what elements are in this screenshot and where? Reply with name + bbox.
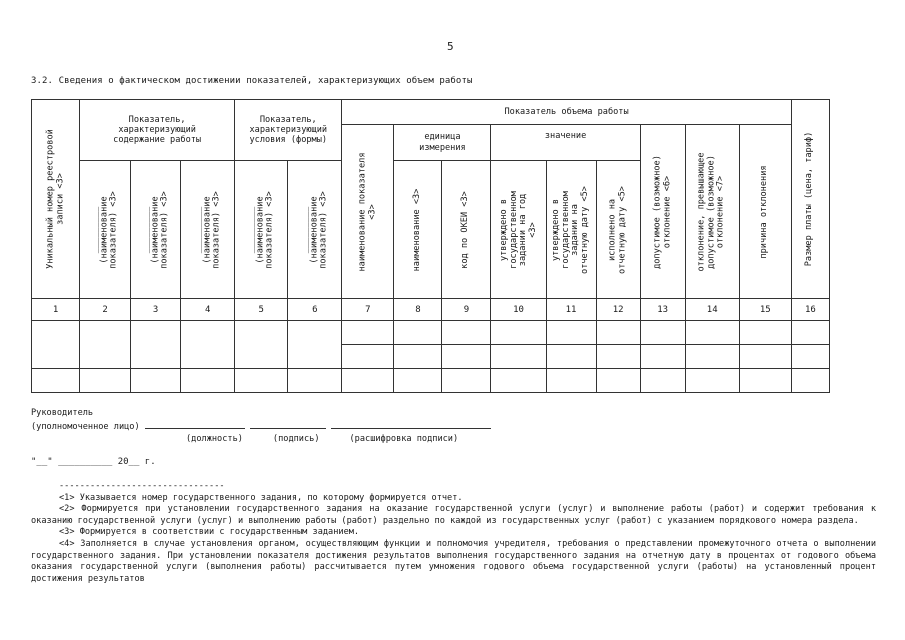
col-number: 10 [491,299,546,321]
table-cell[interactable] [342,344,394,368]
table-cell[interactable] [181,321,235,368]
footnotes [31,481,876,585]
header-unit-name-text: наименование <3> [412,188,423,272]
table-cell[interactable] [685,368,739,392]
table-cell[interactable] [235,321,288,368]
table-cell[interactable] [685,344,739,368]
table-cell[interactable] [32,368,80,392]
table-cell[interactable] [685,321,739,344]
table-cell[interactable] [235,368,288,392]
header-deviation-reason-text: причина отклонения [759,165,770,259]
table-cell[interactable] [131,368,181,392]
header-content-col-1 [80,161,131,299]
table-cell[interactable] [491,344,546,368]
col-number: 1 [32,299,80,321]
col-number: 15 [739,299,791,321]
table-cell[interactable] [596,321,640,344]
table-cell[interactable] [80,368,131,392]
position-caption: (должность) [186,434,243,444]
header-approved-year [491,161,546,299]
header-volume-group: Показатель объема работы [342,100,791,125]
table-row [32,321,830,344]
table-cell[interactable] [739,321,791,344]
header-indicator-name [342,125,394,299]
header-condition-col-2-text: _________ (наименование показателя) <3> [299,191,329,269]
footnote-4: <4> Заполняется в случае установления органом, осуществляющим функции и полномочия учредителя, требования о представлении промежуточного отчета о выполнении государственного задания. При установлении показателя достижения результатов выполнения государственного задания на отчетную дату в процентах от годового объема оказания государственной услуги (выполнения работы) рассчитывается путем умножения годового объема государственной услуги (работы) на установленный процент достижения результатов [31,538,876,584]
footnote-2: <2> Формируется при установлении государственного задания на оказание государственной услуги (услуг) и выполнение работы (работ) и содержит требования к оказанию государственной услуги (услуг) и выполнению работы (работ) раздельно по каждой из государственных услуг (работ) с указанием порядкового номера раздела. [31,504,876,526]
col-number: 6 [288,299,342,321]
table-cell[interactable] [791,368,829,392]
header-excess-deviation [685,125,739,299]
header-content-col-2-text: _________ (наименование показателя) <3> [140,191,170,269]
table-cell[interactable] [32,321,80,368]
header-content-col-3 [181,161,235,299]
header-executed-date-text: исполнено на отчетную дату <5> [607,185,628,274]
column-numbers-row [32,299,830,321]
table-cell[interactable] [596,344,640,368]
header-excess-deviation-text: отклонение, превышающее допустимое (возможное) отклонение <7> [696,152,727,272]
col-number: 8 [394,299,442,321]
col-number: 5 [235,299,288,321]
col-number: 7 [342,299,394,321]
decoding-line[interactable] [331,419,491,429]
header-unit-group: единица измерения [394,125,491,161]
table-cell[interactable] [640,321,685,344]
header-executed-date [596,161,640,299]
header-allowed-deviation [640,125,685,299]
volume-indicators-table [31,99,830,393]
table-cell[interactable] [394,344,442,368]
table-cell[interactable] [288,321,342,368]
signature-caption: (подпись) [272,434,320,444]
header-fee-size-text: Размер платы (цена, тариф) [804,131,815,267]
header-approved-date [546,161,596,299]
header-allowed-deviation-text: допустимое (возможное) отклонение <6> [652,154,672,269]
header-indicator-name-text: наименование показателя <3> [357,152,377,272]
table-cell[interactable] [394,321,442,344]
header-content-col-3-text: _________ (наименование показателя) <3> [192,191,222,269]
authorized-person-label: (уполномоченное лицо) [31,422,140,432]
table-cell[interactable] [640,368,685,392]
table-cell[interactable] [546,368,596,392]
table-cell[interactable] [596,368,640,392]
footnote-1: <1> Указывается номер государственного задания, по которому формируется отчет. [59,492,463,503]
signature-line[interactable] [250,419,326,429]
decoding-caption: (расшифровка подписи) [349,434,459,444]
col-number: 11 [546,299,596,321]
table-cell[interactable] [342,368,394,392]
header-approved-date-text: утверждено в государственном задании на отчетную дату <5> [550,185,590,274]
header-content-col-2 [131,161,181,299]
header-approved-year-text: утверждено в государственном задании на год <3> [498,191,538,269]
col-number: 16 [791,299,829,321]
table-cell[interactable] [342,321,394,344]
table-row [32,368,830,392]
header-registry-number-text: Уникальный номер реестровой записи <3> [44,129,65,270]
position-line[interactable] [145,419,245,429]
header-registry-number [32,100,80,299]
footnote-3: <3> Формируется в соответствии с государственным заданием. [59,527,360,538]
table-cell[interactable] [791,321,829,344]
header-content-col-1-text: _________ (наименование показателя) <3> [89,191,119,269]
col-number: 9 [442,299,491,321]
header-fee-size [791,100,829,299]
header-condition-col-2 [288,161,342,299]
table-cell[interactable] [181,368,235,392]
header-value-group: значение [491,125,640,161]
col-number: 12 [596,299,640,321]
table-cell[interactable] [640,344,685,368]
date-line: "__" __________ 20__ г. [31,457,156,467]
header-okei-code [442,161,491,299]
col-number: 2 [80,299,131,321]
table-cell[interactable] [80,321,131,368]
col-number: 4 [181,299,235,321]
table-cell[interactable] [546,321,596,344]
page-number: 5 [447,40,454,53]
table-cell[interactable] [491,368,546,392]
header-condition-col-1-text: _________ (наименование показателя) <3> [245,191,276,269]
header-unit-name [394,161,442,299]
table-cell[interactable] [442,368,491,392]
table-cell[interactable] [546,344,596,368]
col-number: 13 [640,299,685,321]
table-cell[interactable] [131,321,181,368]
table-cell[interactable] [442,344,491,368]
header-content-group: Показатель, характеризующий содержание работы [80,100,235,161]
col-number: 3 [131,299,181,321]
section-heading: 3.2. Сведения о фактическом достижении показателей, характеризующих объем работы [31,76,473,86]
header-condition-col-1 [235,161,288,299]
header-deviation-reason [739,125,791,299]
head-label: Руководитель [31,408,94,418]
table-cell[interactable] [442,321,491,344]
footnote-separator: -------------------------------- [59,481,225,491]
table-cell[interactable] [491,321,546,344]
header-conditions-group: Показатель, характеризующий условия (формы) [235,100,342,161]
col-number: 14 [685,299,739,321]
table-cell[interactable] [739,344,791,368]
table-cell[interactable] [288,368,342,392]
signature-block [31,407,491,445]
table-cell[interactable] [791,344,829,368]
table-cell[interactable] [739,368,791,392]
table-cell[interactable] [394,368,442,392]
header-okei-code-text: код по ОКЕИ <3> [460,191,471,269]
